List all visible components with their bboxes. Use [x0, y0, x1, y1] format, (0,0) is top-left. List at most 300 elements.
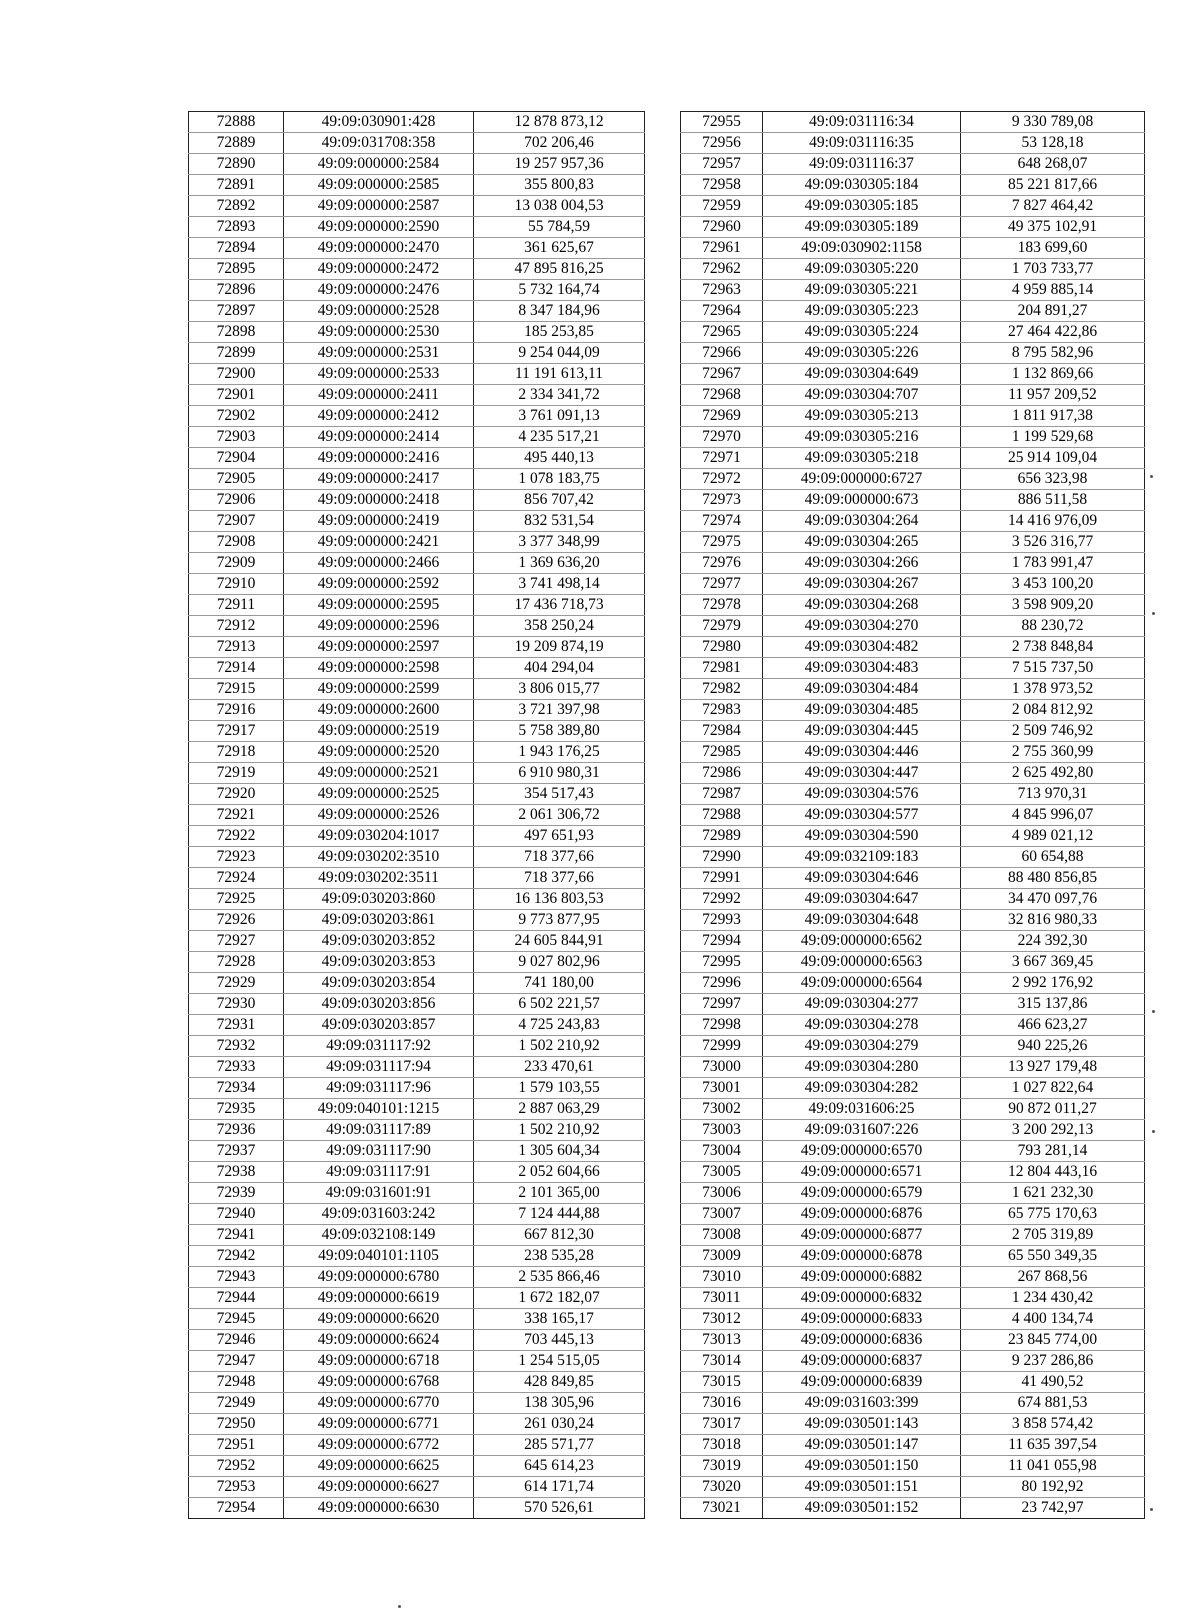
- table-row: [189, 595, 645, 616]
- value-amount: 2 887 063,29: [474, 1099, 645, 1120]
- value-amount: 1 027 822,64: [961, 1078, 1145, 1099]
- row-number: 72996: [681, 973, 763, 994]
- table-row: [189, 868, 645, 889]
- row-number: 72985: [681, 742, 763, 763]
- row-number: 72921: [189, 805, 284, 826]
- table-row: [189, 1141, 645, 1162]
- table-row: [189, 1246, 645, 1267]
- cadastral-number: 49:09:000000:6836: [763, 1330, 961, 1351]
- value-amount: 3 200 292,13: [961, 1120, 1145, 1141]
- table-row: [681, 511, 1145, 532]
- table-row: [189, 700, 645, 721]
- value-amount: 1 254 515,05: [474, 1351, 645, 1372]
- row-number: 72933: [189, 1057, 284, 1078]
- row-number: 73018: [681, 1435, 763, 1456]
- cadastral-number: 49:09:000000:2597: [284, 637, 474, 658]
- table-row: [189, 784, 645, 805]
- table-row: [681, 574, 1145, 595]
- cadastral-number: 49:09:030304:447: [763, 763, 961, 784]
- cadastral-number: 49:09:000000:6770: [284, 1393, 474, 1414]
- cadastral-number: 49:09:030501:143: [763, 1414, 961, 1435]
- cadastral-number: 49:09:030304:279: [763, 1036, 961, 1057]
- value-amount: 674 881,53: [961, 1393, 1145, 1414]
- value-amount: 1 811 917,38: [961, 406, 1145, 427]
- cadastral-number: 49:09:030304:484: [763, 679, 961, 700]
- value-amount: 1 579 103,55: [474, 1078, 645, 1099]
- table-row: [681, 133, 1145, 154]
- value-amount: 404 294,04: [474, 658, 645, 679]
- value-amount: 7 124 444,88: [474, 1204, 645, 1225]
- table-row: [189, 952, 645, 973]
- row-number: 73000: [681, 1057, 763, 1078]
- cadastral-number: 49:09:030304:266: [763, 553, 961, 574]
- cadastral-number: 49:09:031603:399: [763, 1393, 961, 1414]
- row-number: 72964: [681, 301, 763, 322]
- cadastral-number: 49:09:000000:2598: [284, 658, 474, 679]
- table-row: [189, 1078, 645, 1099]
- cadastral-number: 49:09:000000:2416: [284, 448, 474, 469]
- row-number: 72936: [189, 1120, 284, 1141]
- row-number: 72928: [189, 952, 284, 973]
- cadastral-number: 49:09:000000:2418: [284, 490, 474, 511]
- table-row: [189, 385, 645, 406]
- value-amount: 19 209 874,19: [474, 637, 645, 658]
- value-amount: 1 621 232,30: [961, 1183, 1145, 1204]
- cadastral-number: 49:09:000000:6718: [284, 1351, 474, 1372]
- cadastral-number: 49:09:000000:6780: [284, 1267, 474, 1288]
- cadastral-number: 49:09:030304:647: [763, 889, 961, 910]
- row-number: 73016: [681, 1393, 763, 1414]
- value-amount: 4 959 885,14: [961, 280, 1145, 301]
- row-number: 72997: [681, 994, 763, 1015]
- row-number: 73005: [681, 1162, 763, 1183]
- row-number: 72890: [189, 154, 284, 175]
- row-number: 72901: [189, 385, 284, 406]
- row-number: 72897: [189, 301, 284, 322]
- value-amount: 11 635 397,54: [961, 1435, 1145, 1456]
- cadastral-number: 49:09:030203:853: [284, 952, 474, 973]
- cadastral-number: 49:09:000000:6563: [763, 952, 961, 973]
- cadastral-number: 49:09:031601:91: [284, 1183, 474, 1204]
- row-number: 72889: [189, 133, 284, 154]
- row-number: 72919: [189, 763, 284, 784]
- row-number: 72974: [681, 511, 763, 532]
- value-amount: 1 672 182,07: [474, 1288, 645, 1309]
- cadastral-number: 49:09:000000:2520: [284, 742, 474, 763]
- table-row: [681, 763, 1145, 784]
- row-number: 72914: [189, 658, 284, 679]
- cadastral-number: 49:09:031603:242: [284, 1204, 474, 1225]
- table-row: [681, 1309, 1145, 1330]
- table-row: [681, 784, 1145, 805]
- row-number: 72891: [189, 175, 284, 196]
- table-row: [189, 721, 645, 742]
- value-amount: 5 758 389,80: [474, 721, 645, 742]
- cadastral-number: 49:09:030304:577: [763, 805, 961, 826]
- value-amount: 4 235 517,21: [474, 427, 645, 448]
- cadastral-number: 49:09:030304:485: [763, 700, 961, 721]
- cadastral-number: 49:09:000000:2587: [284, 196, 474, 217]
- table-row: [189, 511, 645, 532]
- row-number: 72971: [681, 448, 763, 469]
- table-row: [189, 1330, 645, 1351]
- table-row: [681, 910, 1145, 931]
- value-amount: 60 654,88: [961, 847, 1145, 868]
- table-row: [189, 889, 645, 910]
- table-row: [189, 175, 645, 196]
- row-number: 72949: [189, 1393, 284, 1414]
- scan-speck: [1150, 475, 1153, 478]
- cadastral-number: 49:09:030304:646: [763, 868, 961, 889]
- value-amount: 5 732 164,74: [474, 280, 645, 301]
- row-number: 72961: [681, 238, 763, 259]
- row-number: 72929: [189, 973, 284, 994]
- value-amount: 7 827 464,42: [961, 196, 1145, 217]
- cadastral-number: 49:09:000000:2533: [284, 364, 474, 385]
- table-row: [681, 1435, 1145, 1456]
- cadastral-number: 49:09:031606:25: [763, 1099, 961, 1120]
- cadastral-number: 49:09:030305:213: [763, 406, 961, 427]
- value-amount: 32 816 980,33: [961, 910, 1145, 931]
- value-amount: 267 868,56: [961, 1267, 1145, 1288]
- row-number: 72900: [189, 364, 284, 385]
- row-number: 73009: [681, 1246, 763, 1267]
- table-row: [681, 469, 1145, 490]
- cadastral-number: 49:09:000000:2466: [284, 553, 474, 574]
- value-amount: 886 511,58: [961, 490, 1145, 511]
- table-row: [189, 301, 645, 322]
- cadastral-number: 49:09:030304:265: [763, 532, 961, 553]
- value-amount: 9 027 802,96: [474, 952, 645, 973]
- table-row: [189, 280, 645, 301]
- row-number: 72993: [681, 910, 763, 931]
- row-number: 72975: [681, 532, 763, 553]
- table-row: [189, 931, 645, 952]
- row-number: 72967: [681, 364, 763, 385]
- table-row: [189, 994, 645, 1015]
- cadastral-number: 49:09:030202:3511: [284, 868, 474, 889]
- row-number: 72963: [681, 280, 763, 301]
- table-row: [681, 595, 1145, 616]
- cadastral-number: 49:09:030305:226: [763, 343, 961, 364]
- row-number: 72946: [189, 1330, 284, 1351]
- value-amount: 90 872 011,27: [961, 1099, 1145, 1120]
- value-amount: 55 784,59: [474, 217, 645, 238]
- value-amount: 713 970,31: [961, 784, 1145, 805]
- value-amount: 856 707,42: [474, 490, 645, 511]
- cadastral-number: 49:09:000000:2531: [284, 343, 474, 364]
- value-amount: 1 502 210,92: [474, 1036, 645, 1057]
- row-number: 72916: [189, 700, 284, 721]
- table-row: [681, 1099, 1145, 1120]
- value-amount: 3 761 091,13: [474, 406, 645, 427]
- value-amount: 1 703 733,77: [961, 259, 1145, 280]
- row-number: 73004: [681, 1141, 763, 1162]
- table-row: [189, 1057, 645, 1078]
- cadastral-number: 49:09:000000:2411: [284, 385, 474, 406]
- value-amount: 233 470,61: [474, 1057, 645, 1078]
- cadastral-number: 49:09:000000:2599: [284, 679, 474, 700]
- row-number: 72948: [189, 1372, 284, 1393]
- table-row: [681, 805, 1145, 826]
- value-amount: 19 257 957,36: [474, 154, 645, 175]
- value-amount: 315 137,86: [961, 994, 1145, 1015]
- row-number: 72903: [189, 427, 284, 448]
- table-row: [189, 847, 645, 868]
- cadastral-number: 49:09:000000:2414: [284, 427, 474, 448]
- cadastral-number: 49:09:000000:2528: [284, 301, 474, 322]
- value-amount: 4 989 021,12: [961, 826, 1145, 847]
- value-amount: 285 571,77: [474, 1435, 645, 1456]
- row-number: 73007: [681, 1204, 763, 1225]
- table-row: [681, 679, 1145, 700]
- value-amount: 185 253,85: [474, 322, 645, 343]
- table-row: [681, 1498, 1145, 1519]
- value-amount: 6 502 221,57: [474, 994, 645, 1015]
- value-amount: 2 705 319,89: [961, 1225, 1145, 1246]
- cadastral-number: 49:09:030304:277: [763, 994, 961, 1015]
- row-number: 72892: [189, 196, 284, 217]
- cadastral-number: 49:09:030304:649: [763, 364, 961, 385]
- table-row: [681, 1288, 1145, 1309]
- row-number: 72982: [681, 679, 763, 700]
- table-row: [681, 616, 1145, 637]
- row-number: 73001: [681, 1078, 763, 1099]
- value-amount: 23 845 774,00: [961, 1330, 1145, 1351]
- value-amount: 16 136 803,53: [474, 889, 645, 910]
- row-number: 72935: [189, 1099, 284, 1120]
- row-number: 73020: [681, 1477, 763, 1498]
- value-amount: 85 221 817,66: [961, 175, 1145, 196]
- row-number: 72976: [681, 553, 763, 574]
- cadastral-number: 49:09:030304:270: [763, 616, 961, 637]
- row-number: 72969: [681, 406, 763, 427]
- scan-speck: [1152, 1130, 1155, 1133]
- row-number: 72979: [681, 616, 763, 637]
- value-amount: 495 440,13: [474, 448, 645, 469]
- row-number: 72918: [189, 742, 284, 763]
- row-number: 72994: [681, 931, 763, 952]
- row-number: 72940: [189, 1204, 284, 1225]
- row-number: 72943: [189, 1267, 284, 1288]
- table-row: [189, 1372, 645, 1393]
- table-row: [681, 1267, 1145, 1288]
- cadastral-number: 49:09:000000:6877: [763, 1225, 961, 1246]
- row-number: 72905: [189, 469, 284, 490]
- table-row: [189, 1435, 645, 1456]
- table-row: [681, 1204, 1145, 1225]
- value-amount: 11 191 613,11: [474, 364, 645, 385]
- table-row: [189, 1267, 645, 1288]
- row-number: 72907: [189, 511, 284, 532]
- table-row: [189, 532, 645, 553]
- cadastral-number: 49:09:030501:151: [763, 1477, 961, 1498]
- table-row: [189, 343, 645, 364]
- row-number: 72962: [681, 259, 763, 280]
- cadastral-number: 49:09:030304:482: [763, 637, 961, 658]
- cadastral-number: 49:09:000000:2592: [284, 574, 474, 595]
- cadastral-number: 49:09:030304:707: [763, 385, 961, 406]
- row-number: 72904: [189, 448, 284, 469]
- row-number: 72942: [189, 1246, 284, 1267]
- value-amount: 361 625,67: [474, 238, 645, 259]
- row-number: 72938: [189, 1162, 284, 1183]
- value-amount: 2 755 360,99: [961, 742, 1145, 763]
- cadastral-number: 49:09:031116:34: [763, 112, 961, 133]
- table-row: [681, 742, 1145, 763]
- cadastral-number: 49:09:030304:446: [763, 742, 961, 763]
- value-amount: 3 526 316,77: [961, 532, 1145, 553]
- value-amount: 358 250,24: [474, 616, 645, 637]
- row-number: 73015: [681, 1372, 763, 1393]
- row-number: 72911: [189, 595, 284, 616]
- value-amount: 204 891,27: [961, 301, 1145, 322]
- row-number: 72953: [189, 1477, 284, 1498]
- cadastral-number: 49:09:000000:2472: [284, 259, 474, 280]
- row-number: 73011: [681, 1288, 763, 1309]
- row-number: 72991: [681, 868, 763, 889]
- cadastral-number: 49:09:000000:2584: [284, 154, 474, 175]
- row-number: 73010: [681, 1267, 763, 1288]
- value-amount: 41 490,52: [961, 1372, 1145, 1393]
- cadastral-number: 49:09:000000:2595: [284, 595, 474, 616]
- value-amount: 702 206,46: [474, 133, 645, 154]
- value-amount: 34 470 097,76: [961, 889, 1145, 910]
- scan-speck: [398, 1605, 401, 1608]
- table-row: [189, 406, 645, 427]
- row-number: 73014: [681, 1351, 763, 1372]
- row-number: 72973: [681, 490, 763, 511]
- cadastral-number: 49:09:031117:94: [284, 1057, 474, 1078]
- table-row: [189, 448, 645, 469]
- table-row: [681, 1057, 1145, 1078]
- row-number: 72920: [189, 784, 284, 805]
- value-amount: 25 914 109,04: [961, 448, 1145, 469]
- table-row: [189, 217, 645, 238]
- row-number: 72958: [681, 175, 763, 196]
- row-number: 73013: [681, 1330, 763, 1351]
- value-amount: 645 614,23: [474, 1456, 645, 1477]
- cadastral-number: 49:09:030304:264: [763, 511, 961, 532]
- table-row: [681, 154, 1145, 175]
- table-row: [189, 1477, 645, 1498]
- row-number: 73006: [681, 1183, 763, 1204]
- value-amount: 3 453 100,20: [961, 574, 1145, 595]
- value-amount: 614 171,74: [474, 1477, 645, 1498]
- scan-speck: [1152, 1010, 1155, 1013]
- value-amount: 648 268,07: [961, 154, 1145, 175]
- value-amount: 4 400 134,74: [961, 1309, 1145, 1330]
- table-row: [681, 343, 1145, 364]
- value-amount: 183 699,60: [961, 238, 1145, 259]
- value-amount: 1 943 176,25: [474, 742, 645, 763]
- table-row: [681, 1162, 1145, 1183]
- cadastral-number: 49:09:000000:2476: [284, 280, 474, 301]
- table-row: [189, 679, 645, 700]
- cadastral-number: 49:09:030501:147: [763, 1435, 961, 1456]
- row-number: 72959: [681, 196, 763, 217]
- row-number: 72926: [189, 910, 284, 931]
- row-number: 73008: [681, 1225, 763, 1246]
- value-amount: 53 128,18: [961, 133, 1145, 154]
- table-row: [189, 1498, 645, 1519]
- table-row: [681, 385, 1145, 406]
- cadastral-number: 49:09:000000:2596: [284, 616, 474, 637]
- table-row: [681, 1225, 1145, 1246]
- cadastral-number: 49:09:030501:150: [763, 1456, 961, 1477]
- value-amount: 570 526,61: [474, 1498, 645, 1519]
- table-row: [681, 1393, 1145, 1414]
- cadastral-number: 49:09:000000:6627: [284, 1477, 474, 1498]
- row-number: 72989: [681, 826, 763, 847]
- cadastral-number: 49:09:030305:218: [763, 448, 961, 469]
- row-number: 72956: [681, 133, 763, 154]
- row-number: 73019: [681, 1456, 763, 1477]
- row-number: 72913: [189, 637, 284, 658]
- row-number: 72960: [681, 217, 763, 238]
- value-amount: 1 378 973,52: [961, 679, 1145, 700]
- value-amount: 354 517,43: [474, 784, 645, 805]
- cadastral-number: 49:09:030305:224: [763, 322, 961, 343]
- cadastral-number: 49:09:000000:6727: [763, 469, 961, 490]
- table-row: [189, 1393, 645, 1414]
- value-amount: 1 078 183,75: [474, 469, 645, 490]
- row-number: 72934: [189, 1078, 284, 1099]
- cadastral-number: 49:09:000000:6562: [763, 931, 961, 952]
- value-amount: 11 041 055,98: [961, 1456, 1145, 1477]
- row-number: 72970: [681, 427, 763, 448]
- value-amount: 3 806 015,77: [474, 679, 645, 700]
- row-number: 72937: [189, 1141, 284, 1162]
- table-row: [681, 259, 1145, 280]
- cadastral-number: 49:09:000000:6771: [284, 1414, 474, 1435]
- row-number: 72968: [681, 385, 763, 406]
- cadastral-number: 49:09:030204:1017: [284, 826, 474, 847]
- left-table: [188, 111, 645, 1519]
- table-row: [189, 742, 645, 763]
- table-row: [681, 196, 1145, 217]
- right-table: [680, 111, 1145, 1519]
- row-number: 72992: [681, 889, 763, 910]
- cadastral-number: 49:09:030902:1158: [763, 238, 961, 259]
- value-amount: 238 535,28: [474, 1246, 645, 1267]
- table-row: [189, 1120, 645, 1141]
- table-row: [189, 1225, 645, 1246]
- cadastral-number: 49:09:000000:6571: [763, 1162, 961, 1183]
- table-row: [189, 133, 645, 154]
- cadastral-number: 49:09:000000:2470: [284, 238, 474, 259]
- table-row: [681, 238, 1145, 259]
- table-row: [681, 826, 1145, 847]
- row-number: 72986: [681, 763, 763, 784]
- table-row: [189, 490, 645, 511]
- table-row: [189, 238, 645, 259]
- value-amount: 138 305,96: [474, 1393, 645, 1414]
- cadastral-number: 49:09:000000:2530: [284, 322, 474, 343]
- table-row: [681, 406, 1145, 427]
- cadastral-number: 49:09:000000:2412: [284, 406, 474, 427]
- value-amount: 466 623,27: [961, 1015, 1145, 1036]
- row-number: 72947: [189, 1351, 284, 1372]
- value-amount: 1 502 210,92: [474, 1120, 645, 1141]
- cadastral-number: 49:09:030304:648: [763, 910, 961, 931]
- table-row: [681, 175, 1145, 196]
- cadastral-number: 49:09:030901:428: [284, 112, 474, 133]
- table-row: [189, 469, 645, 490]
- cadastral-number: 49:09:030305:223: [763, 301, 961, 322]
- value-amount: 2 535 866,46: [474, 1267, 645, 1288]
- value-amount: 2 334 341,72: [474, 385, 645, 406]
